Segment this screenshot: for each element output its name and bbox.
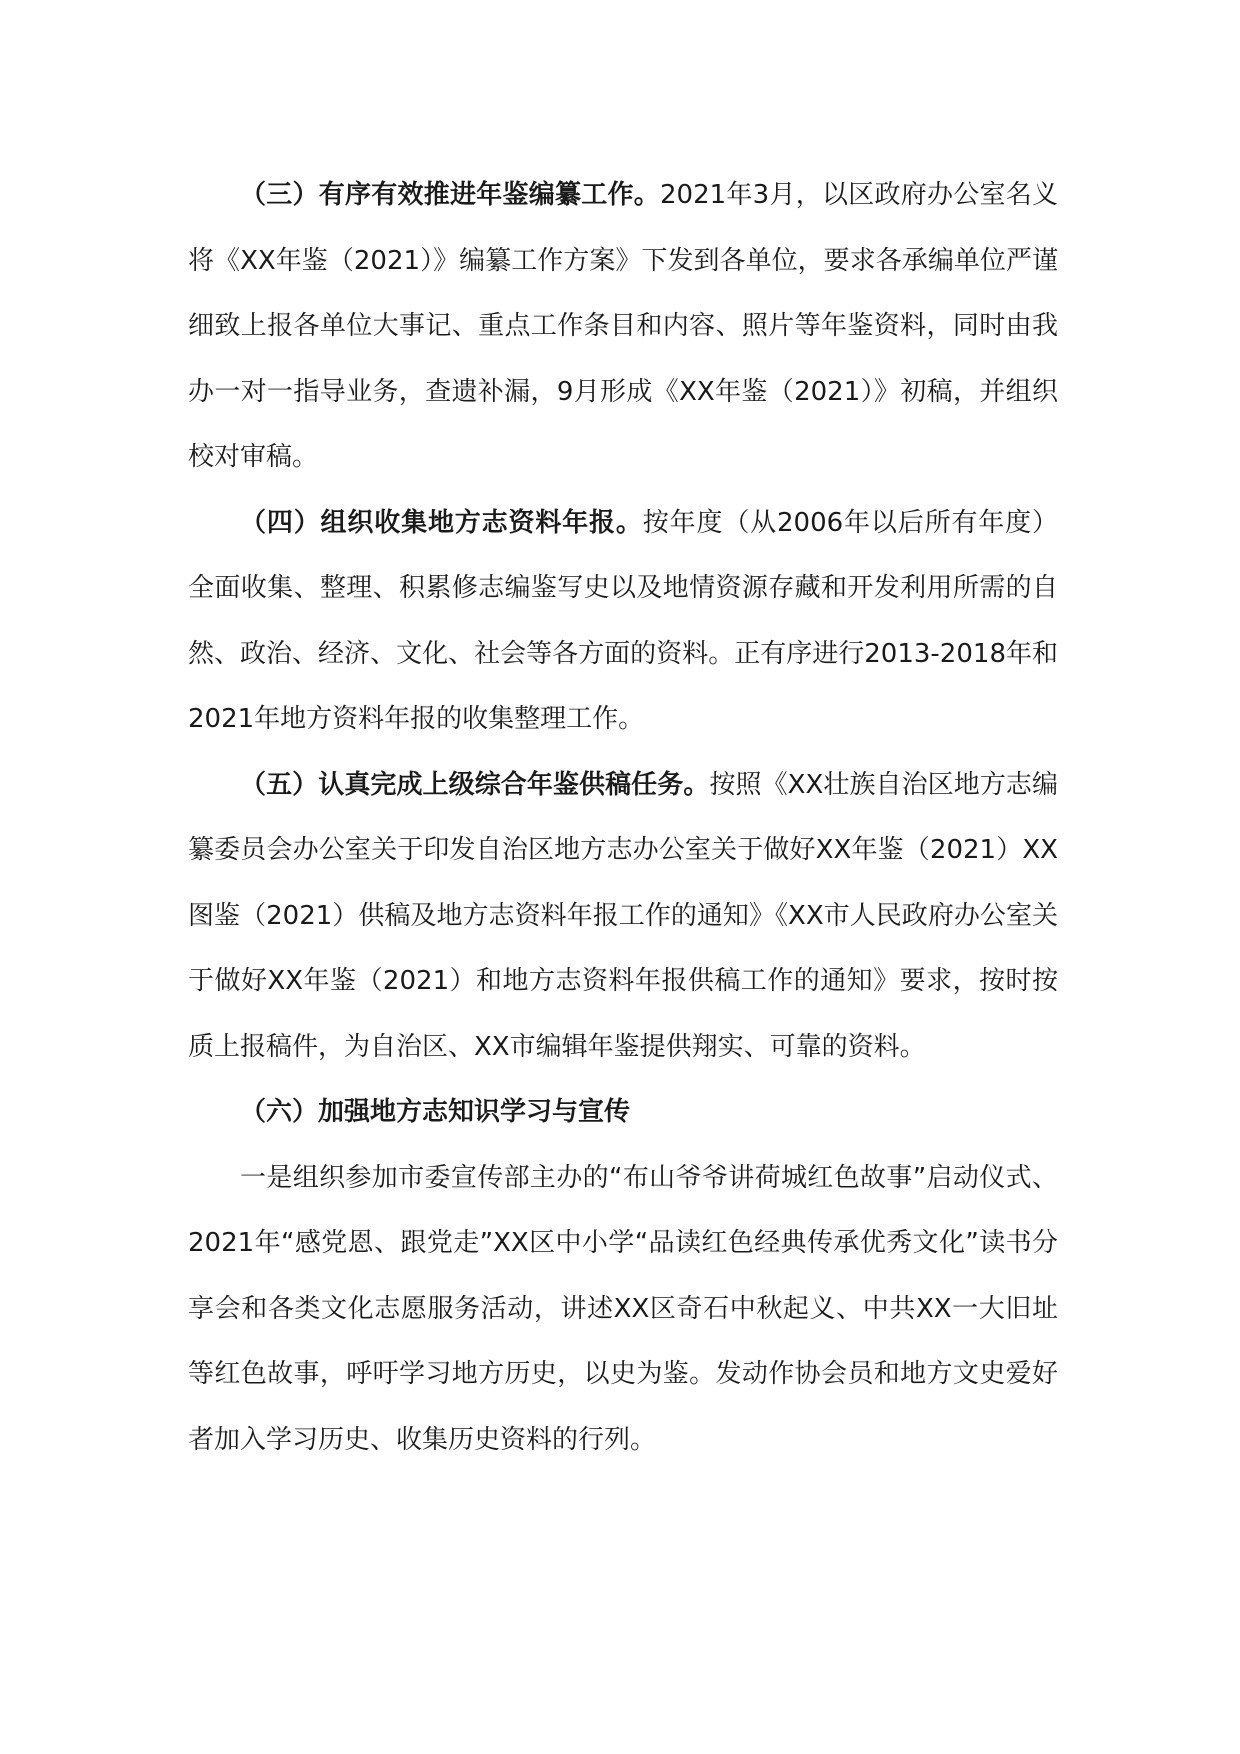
section-4-heading: （四）组织收集地方志资料年报。 [240, 507, 643, 538]
section-3-heading: （三）有序有效推进年鉴编纂工作。 [240, 180, 661, 210]
section-5-heading: （五）认真完成上级综合年鉴供稿任务。 [240, 769, 710, 800]
section-4-paragraph [188, 491, 1058, 753]
section-5-paragraph [188, 753, 1058, 1081]
section-6-heading: （六）加强地方志知识学习与宣传 [240, 1097, 631, 1127]
section-4-text: 按年度（从2006年以后所有年度）全面收集、整理、积累修志编鉴写史以及地情资源存藏和开发利用所需的自然、政治、经济、文化、社会等各方面的资料。正有序进行2013-2018年和2021年地方资料年报的收集整理工作。 [188, 507, 1058, 734]
section-3-paragraph [188, 163, 1058, 491]
section-6-paragraph [188, 1080, 1058, 1146]
closing-paragraph: 一是组织参加市委宣传部主办的“布山爷爷讲荷城红色故事”启动仪式、2021年“感党恩、跟党走”XX区中小学“品读红色经典传承优秀文化”读书分享会和各类文化志愿服务活动，讲述XX区奇石中秋起义、中共XX一大旧址等红色故事，呼吁学习地方历史，以史为鉴。发动作协会员和地方文史爱好者加入学习历史、收集历史资料的行列。 [188, 1162, 1058, 1455]
document-body [188, 163, 1058, 1473]
section-3-text: 2021年3月，以区政府办公室名义将《XX年鉴（2021）》编纂工作方案》下发到各单位，要求各承编单位严谨细致上报各单位大事记、重点工作条目和内容、照片等年鉴资料，同时由我办一对一指导业务，查遗补漏，9月形成《XX年鉴（2021）》初稿，并组织校对审稿。 [188, 180, 1058, 472]
section-5-text: 按照《XX壮族自治区地方志编纂委员会办公室关于印发自治区地方志办公室关于做好XX年鉴（2021）XX图鉴（2021）供稿及地方志资料年报工作的通知》《XX市人民政府办公室关于做好XX年鉴（2021）和地方志资料年报供稿工作的通知》要求，按时按质上报稿件，为自治区、XX市编辑年鉴提供翔实、可靠的资料。 [188, 769, 1058, 1062]
